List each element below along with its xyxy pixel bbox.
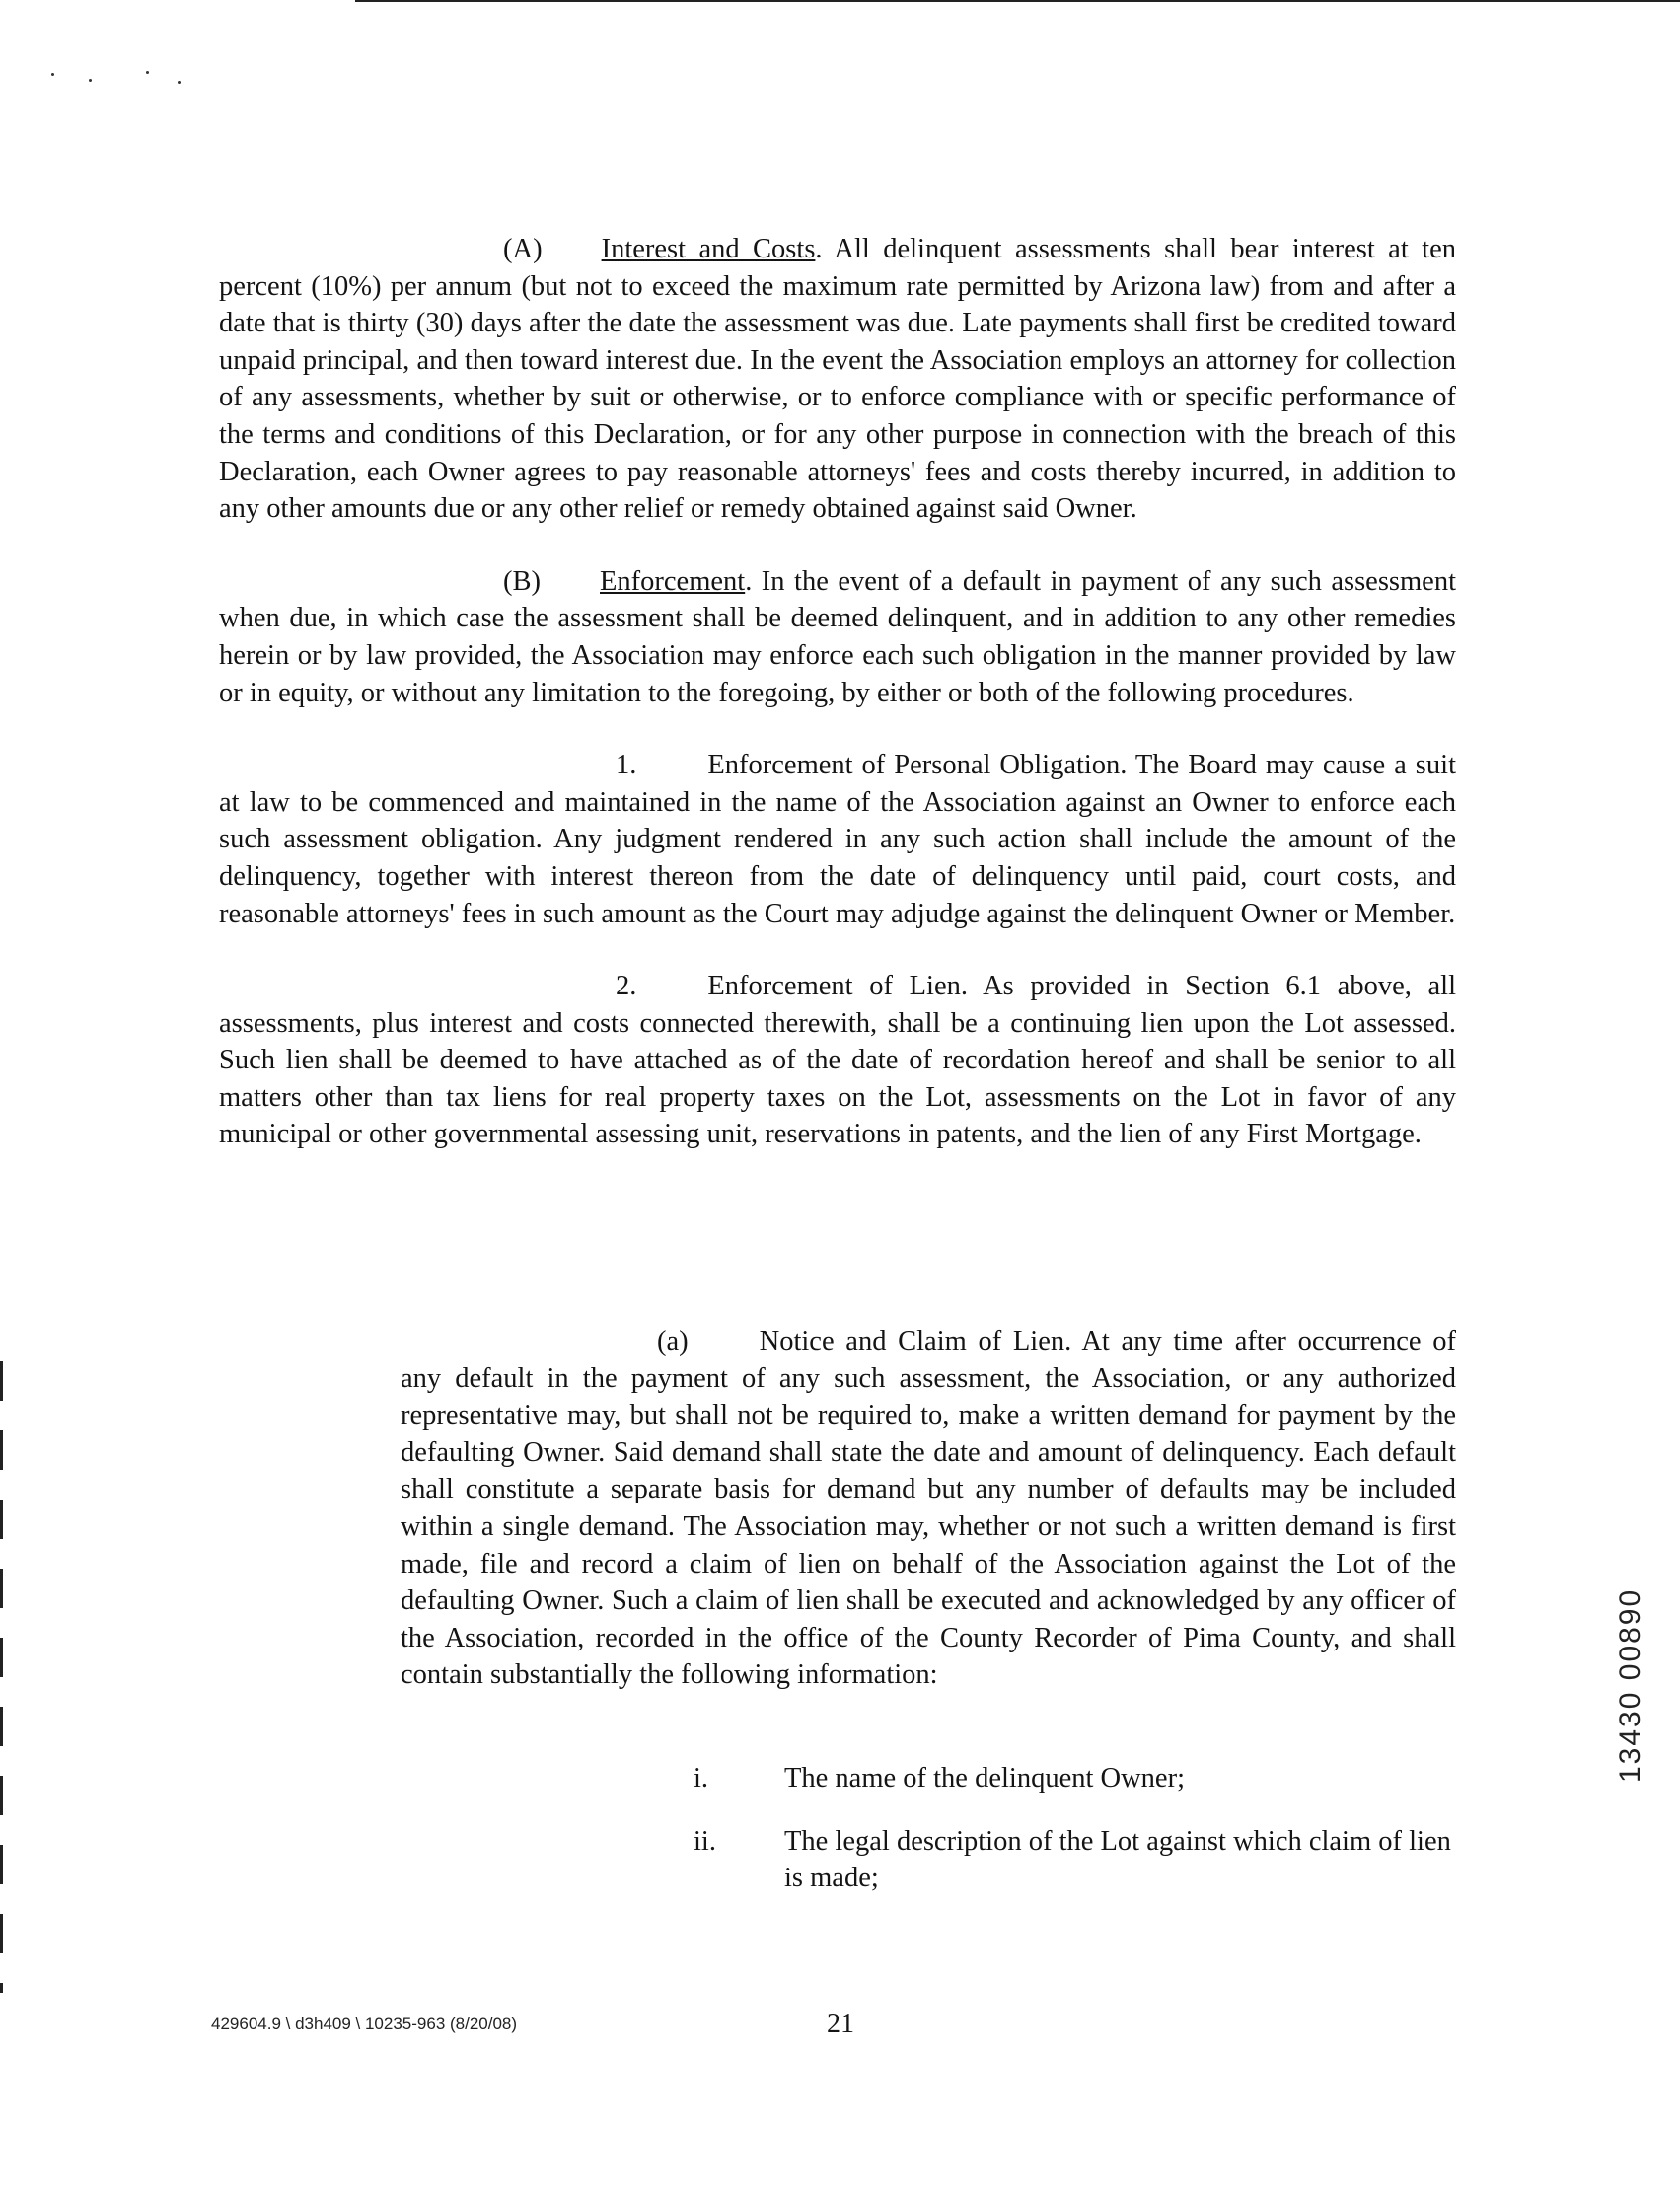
paragraph-a-heading: Interest and Costs [601,234,816,264]
list-item-text: The name of the delinquent Owner; [784,1763,1185,1794]
paragraph-b-heading: Enforcement [600,565,746,597]
paragraph-1 [219,747,1456,932]
subparagraph-a-text: Notice and Claim of Lien. At any time after occurrence of any default in the payment of any such assessment, the Association, or any authorized representative may, but shall not be required to, make a written demand for payment by the defaulting Owner. Said demand shall state the date and amount of delinquency. Each default shall constitute a separate basis for demand but any number of defaults may be included within a single demand. The Association may, whether or not such a written demand is first made, file and record a claim of lien on behalf of the Association against the Lot of the defaulting Owner. Such a claim of lien shall be executed and acknowledged by any officer of the Association, recorded in the office of the County Recorder of Pima County, and shall contain substantially the following information: [401,1326,1456,1691]
paragraph-2-text: Enforcement of Lien. As provided in Section 6.1 above, all assessments, plus interest and costs connected therewith, shall be a continuing lien upon the Lot assessed. Such lien shall be deemed to have attached as of the date of recordation hereof and shall be senior to all matters other than tax liens for real property taxes on the Lot, assessments on the Lot in favor of any municipal or other governmental assessing unit, reservations in patents, and the lien of any First Mortgage. [219,971,1456,1150]
scan-top-border [355,0,1680,2]
footer-document-id: 429604.9 \ d3h409 \ 10235-963 (8/20/08) [211,2015,518,2033]
list-item [694,1760,1458,1797]
paragraph-a [219,231,1456,528]
paragraph-1-label: 1. [616,750,637,781]
paragraph-2-label: 2. [616,971,637,1002]
list-item-text: The legal description of the Lot against which claim of lien is made; [784,1825,1451,1894]
paragraph-b-text: . In the event of a default in payment of any such assessment when due, in which case the assessment shall be deemed delinquent, and in addition to any other remedies herein or by law provided, the Association may enforce each such obligation in the manner provided by law or in equity, or without any limitation to the foregoing, by either or both of the following procedures. [219,565,1456,708]
list-item-label: ii. [694,1825,716,1857]
paragraph-a-label: (A) [503,234,543,264]
roman-list [694,1760,1458,1923]
scan-specks [51,69,189,89]
paragraph-b [219,563,1456,711]
subparagraph-a-label: (a) [657,1326,689,1357]
list-item [694,1823,1458,1897]
scan-left-edge-marks [0,1361,3,1993]
paragraph-2 [219,968,1456,1153]
subparagraph-a [401,1323,1456,1694]
recording-stamp: 13430 00890 [1614,1588,1646,1784]
paragraph-1-text: Enforcement of Personal Obligation. The Board may cause a suit at law to be commenced and maintained in the name of the Association against an Owner to enforce each such assessment obligation. Any judgment rendered in any such action shall include the amount of the delinquency, together with interest thereon from the date of delinquency until paid, court costs, and reasonable attorneys' fees in such amount as the Court may adjudge against the delinquent Owner or Member. [219,750,1456,929]
paragraph-b-label: (B) [503,565,541,597]
page-number: 21 [827,2009,854,2039]
paragraph-a-text: . All delinquent assessments shall bear interest at ten percent (10%) per annum (but not to exceed the maximum rate permitted by Arizona law) from and after a date that is thirty (30) days after the date the assessment was due. Late payments shall first be credited toward unpaid principal, and then toward interest due. In the event the Association employs an attorney for collection of any assessments, whether by suit or otherwise, or to enforce compliance with or specific performance of the terms and conditions of this Declaration, or for any other purpose in connection with the breach of this Declaration, each Owner agrees to pay reasonable attorneys' fees and costs thereby incurred, in addition to any other amounts due or any other relief or remedy obtained against said Owner. [219,234,1456,525]
list-item-label: i. [694,1763,709,1794]
body-text [219,231,1456,1189]
